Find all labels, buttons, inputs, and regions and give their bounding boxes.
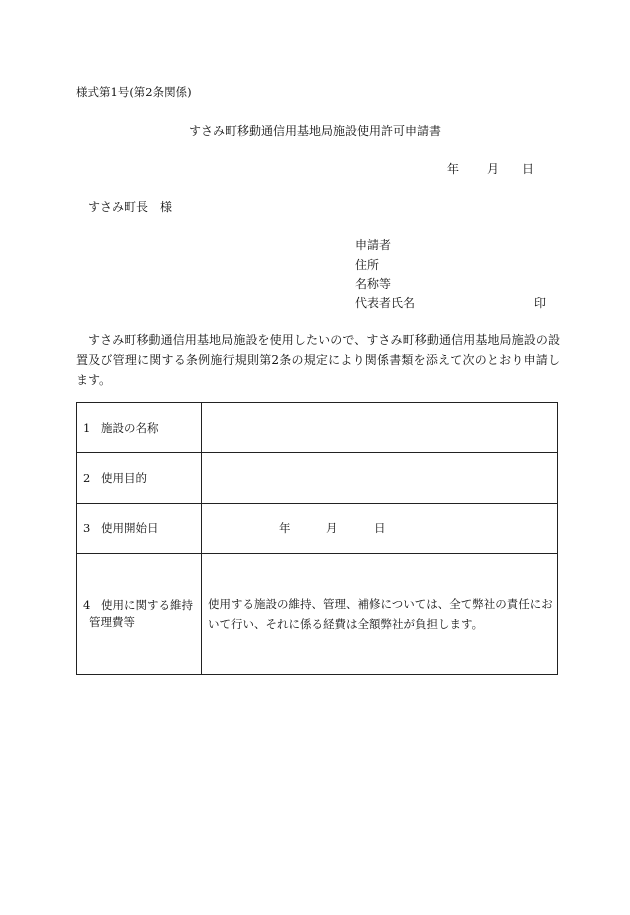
table-row: [77, 453, 558, 503]
document-title: すさみ町移動通信用基地局施設使用許可申請書: [188, 124, 441, 138]
date-day: 日: [522, 162, 535, 176]
purpose-field[interactable]: [202, 453, 558, 503]
addressee: すさみ町長 様: [88, 200, 173, 214]
body-paragraph: すさみ町移動通信用基地局施設を使用したいので、すさみ町移動通信用基地局施設の設置及び管理に関する条例施行規則第2条の規定により関係書類を添えて次のとおり申請します。: [76, 333, 560, 387]
row-number: 1: [83, 420, 91, 435]
row-label-line1: 使用に関する維持: [101, 597, 193, 612]
row-label: 使用目的: [101, 470, 147, 485]
applicant-heading: 申請者: [355, 238, 392, 252]
maintenance-cost-text: 使用する施設の維持、管理、補修については、全て弊社の責任において行い、それに係る経費は全額弊社が負担します。: [202, 553, 558, 674]
form-number: 様式第1号(第2条関係): [76, 85, 192, 99]
start-date-year: 年: [279, 521, 291, 536]
start-date-label: [77, 503, 202, 553]
row-number: 4: [83, 597, 91, 612]
table-row: [77, 503, 558, 553]
table-row: [77, 553, 558, 674]
representative-label: 代表者氏名: [355, 296, 416, 310]
facility-name-field[interactable]: [202, 403, 558, 453]
applicant-name-label: 名称等: [355, 277, 392, 291]
table-row: [77, 403, 558, 453]
facility-name-label: [77, 403, 202, 453]
start-date-field[interactable]: [202, 503, 558, 553]
applicant-address-label: 住所: [355, 258, 380, 272]
date-year: 年: [447, 162, 460, 176]
application-table: [76, 402, 558, 675]
start-date-day: 日: [374, 521, 386, 536]
purpose-label: [77, 453, 202, 503]
maintenance-cost-label: [77, 553, 202, 674]
row-number: 2: [83, 470, 91, 485]
start-date-month: 月: [326, 521, 338, 536]
row-label: 施設の名称: [101, 420, 159, 435]
date-month: 月: [487, 162, 500, 176]
row-number: 3: [83, 521, 91, 536]
seal-mark: 印: [534, 296, 547, 310]
row-label-line2: 管理費等: [89, 614, 135, 629]
row-label: 使用開始日: [101, 521, 159, 536]
